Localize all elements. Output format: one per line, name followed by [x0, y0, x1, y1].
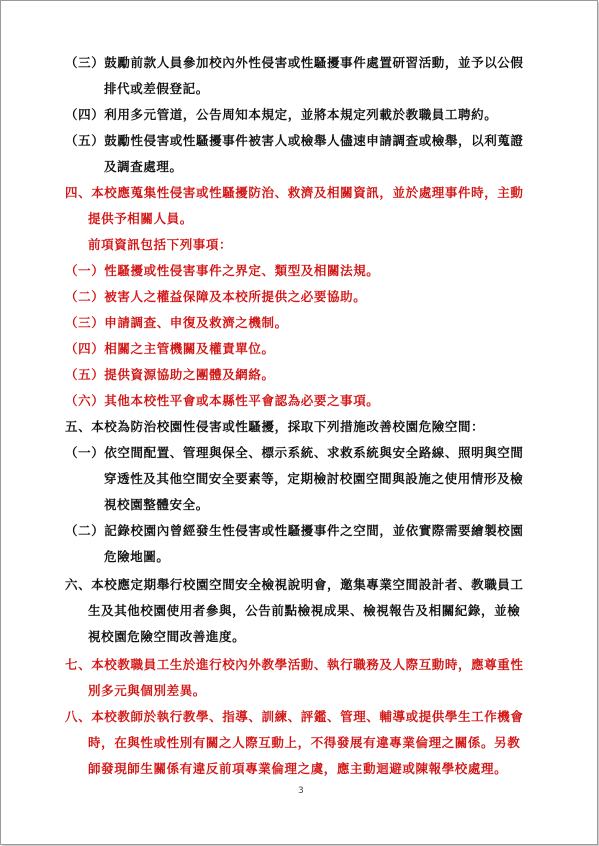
text-line: 視校園整體安全。 — [104, 497, 209, 512]
page-number: 3 — [298, 786, 304, 796]
text-line: 五、本校為防治校園性侵害或性騷擾，採取下列措施改善校園危險空間： — [65, 419, 485, 434]
text-line: （五）鼓勵性侵害或性騷擾事件被害人或檢舉人儘速申請調查或檢舉，以利蒐證 — [65, 133, 524, 148]
text-line: 生及其他校園使用者參與，公告前點檢視成果、檢視報告及相關紀錄，並檢 — [88, 603, 521, 618]
text-line: 穿透性及其他空間安全要素等，定期檢討校園空間與設施之使用情形及檢 — [104, 471, 524, 486]
text-line: 時，在與性或性別有關之人際互動上，不得發展有違專業倫理之關係。另教 — [88, 735, 521, 750]
text-line: （四）相關之主管機關及權責單位。 — [65, 341, 275, 356]
text-line: （一）性騷擾或性侵害事件之界定、類型及相關法規。 — [65, 263, 380, 278]
text-line: 師發現師生關係有違反前項專業倫理之虞，應主動迴避或陳報學校處理。 — [88, 761, 508, 776]
text-line: （二）被害人之權益保障及本校所提供之必要協助。 — [65, 289, 367, 304]
text-line: 提供予相關人員。 — [88, 211, 193, 226]
text-line: （五）提供資源協助之團體及網絡。 — [65, 367, 275, 382]
text-line: （一）依空間配置、管理與保全、標示系統、求救系統與安全路線、照明與空間 — [65, 445, 524, 460]
text-line: （四）利用多元管道，公告周知本規定，並將本規定列載於教職員工聘約。 — [65, 107, 498, 122]
text-line: 視校園危險空間改善進度。 — [88, 629, 246, 644]
text-line: （六）其他本校性平會或本縣性平會認為必要之事項。 — [65, 393, 380, 408]
text-line: 前項資訊包括下列事項： — [88, 237, 233, 252]
text-line: 危險地圖。 — [104, 549, 170, 564]
text-line: 及調查處理。 — [104, 159, 183, 174]
text-line: （二）記錄校園內曾經發生性侵害或性騷擾事件之空間，並依實際需要繪製校園 — [65, 523, 524, 538]
text-line: 八、本校教師於執行教學、指導、訓練、評鑑、管理、輔導或提供學生工作機會 — [65, 709, 524, 724]
text-line: 七、本校教職員工生於進行校內外教學活動、執行職務及人際互動時，應尊重性 — [65, 657, 524, 672]
text-line: 排代或差假登記。 — [104, 81, 209, 96]
text-line: （三）鼓勵前款人員參加校內外性侵害或性騷擾事件處置研習活動，並予以公假 — [65, 55, 524, 70]
text-line: （三）申請調查、申復及救濟之機制。 — [65, 315, 288, 330]
text-line: 四、本校應蒐集性侵害或性騷擾防治、救濟及相關資訊，並於處理事件時，主動 — [65, 185, 524, 200]
text-line: 別多元與個別差異。 — [88, 683, 206, 698]
text-line: 六、本校應定期舉行校園空間安全檢視說明會，邀集專業空間設計者、教職員工 — [65, 577, 524, 592]
